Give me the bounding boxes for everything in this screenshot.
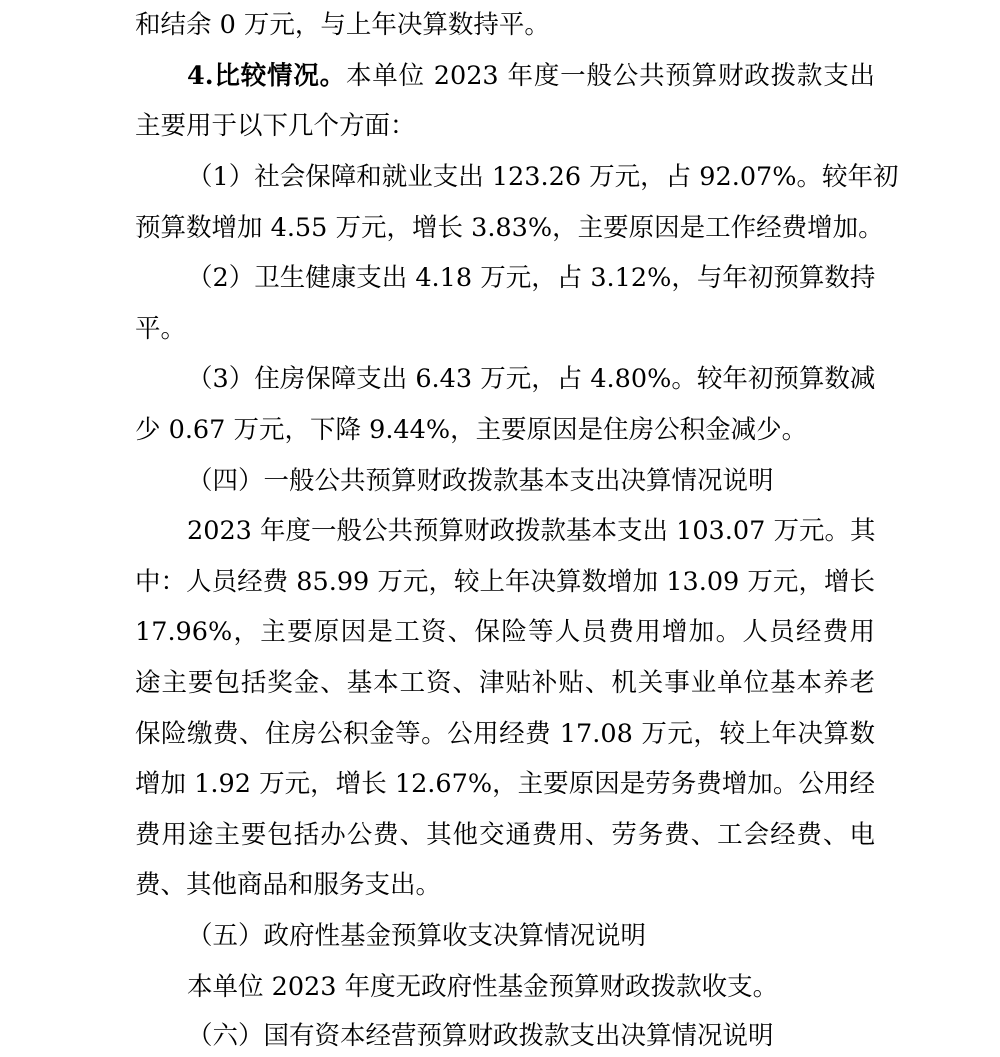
paragraph-line: （3）住房保障支出 6.43 万元，占 4.80%。较年初预算数减: [187, 364, 876, 394]
paragraph-line: 增加 1.92 万元，增长 12.67%，主要原因是劳务费增加。公用经: [135, 769, 875, 799]
paragraph-line: 费用途主要包括办公费、其他交通费用、劳务费、工会经费、电: [135, 820, 875, 850]
section-heading: （四）一般公共预算财政拨款基本支出决算情况说明: [187, 466, 774, 496]
paragraph-line: （1）社会保障和就业支出 123.26 万元，占 92.07%。较年初: [187, 162, 899, 192]
paragraph-line: 预算数增加 4.55 万元，增长 3.83%，主要原因是工作经费增加。: [135, 213, 884, 243]
paragraph-line: 费、其他商品和服务支出。: [135, 870, 442, 900]
paragraph-line: 途主要包括奖金、基本工资、津贴补贴、机关事业单位基本养老: [135, 668, 875, 698]
paragraph-line: 主要用于以下几个方面：: [135, 111, 416, 141]
section-heading: （五）政府性基金预算收支决算情况说明: [187, 921, 647, 951]
paragraph-text: 本单位 2023 年度一般公共预算财政拨款支出: [345, 61, 875, 91]
section-number-label: 4.比较情况。: [187, 61, 346, 91]
paragraph-line: 平。: [135, 314, 187, 344]
paragraph-line: 保险缴费、住房公积金等。公用经费 17.08 万元，较上年决算数: [135, 719, 875, 749]
paragraph-line: 少 0.67 万元，下降 9.44%，主要原因是住房公积金减少。: [135, 415, 808, 445]
section-heading: （六）国有资本经营预算财政拨款支出决算情况说明: [187, 1021, 774, 1051]
paragraph-line: 中：人员经费 85.99 万元，较上年决算数增加 13.09 万元，增长: [135, 567, 875, 597]
paragraph-line: 17.96%，主要原因是工资、保险等人员费用增加。人员经费用: [135, 617, 875, 647]
paragraph-line: 2023 年度一般公共预算财政拨款基本支出 103.07 万元。其: [187, 516, 876, 546]
paragraph-line: 本单位 2023 年度无政府性基金预算财政拨款收支。: [187, 972, 779, 1002]
paragraph-line: （2）卫生健康支出 4.18 万元，占 3.12%，与年初预算数持: [187, 263, 876, 293]
paragraph-line: 和结余 0 万元，与上年决算数持平。: [135, 10, 550, 40]
paragraph-line: [187, 56, 875, 96]
